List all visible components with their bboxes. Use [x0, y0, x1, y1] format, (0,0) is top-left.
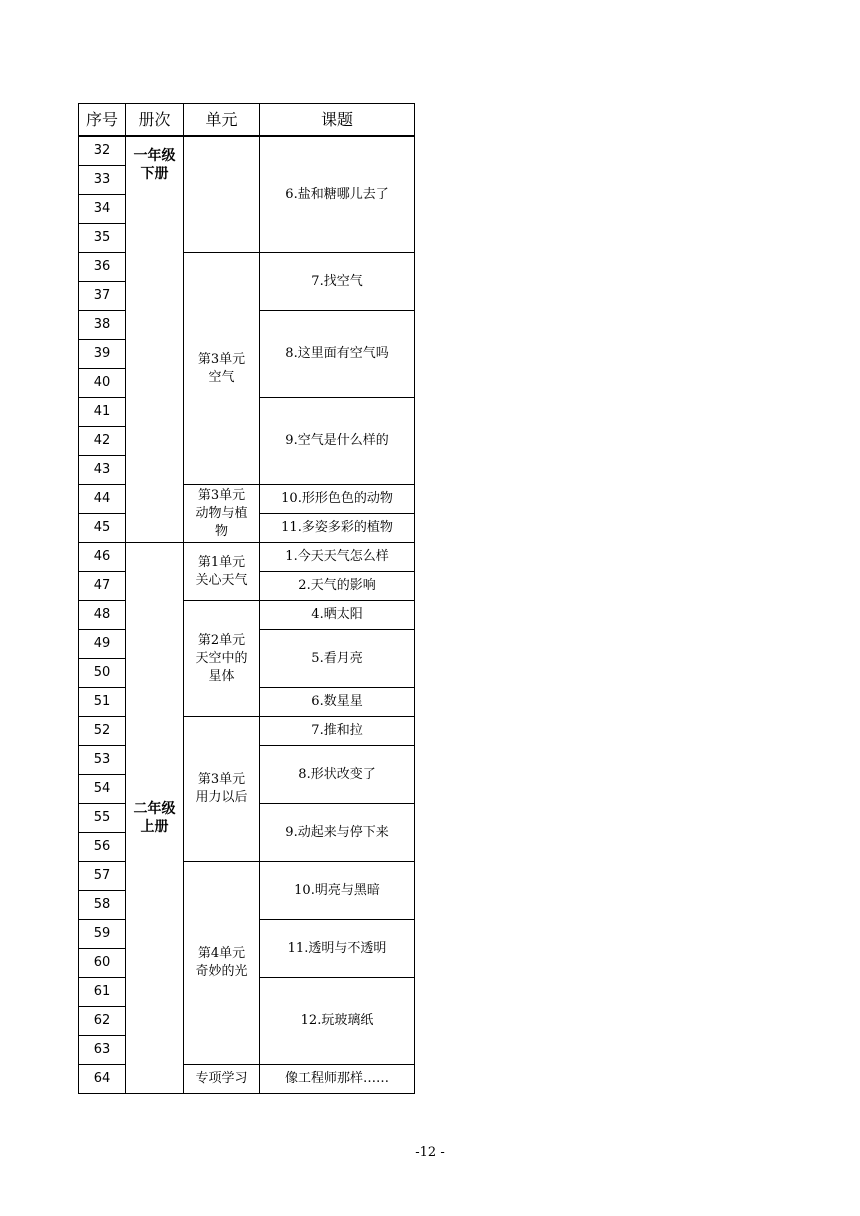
unit-cell: 第3单元 空气 — [184, 253, 260, 485]
lesson-cell: 11.透明与不透明 — [260, 920, 415, 978]
volume-label: 一年级 下册 — [133, 148, 176, 182]
header-lesson: 课题 — [260, 104, 415, 137]
volume-cell — [126, 136, 184, 543]
unit-cell: 第4单元 奇妙的光 — [184, 862, 260, 1065]
row-number: 56 — [79, 833, 126, 862]
row-number: 33 — [79, 166, 126, 195]
lesson-cell: 8.形状改变了 — [260, 746, 415, 804]
row-number: 46 — [79, 543, 126, 572]
row-number: 49 — [79, 630, 126, 659]
curriculum-table — [78, 103, 415, 1094]
lesson-cell: 像工程师那样…… — [260, 1065, 415, 1094]
lesson-cell: 12.玩玻璃纸 — [260, 978, 415, 1065]
lesson-cell: 9.动起来与停下来 — [260, 804, 415, 862]
row-number: 57 — [79, 862, 126, 891]
unit-cell-empty — [184, 136, 260, 253]
row-number: 41 — [79, 398, 126, 427]
row-number: 35 — [79, 224, 126, 253]
row-number: 53 — [79, 746, 126, 775]
lesson-cell: 7.推和拉 — [260, 717, 415, 746]
row-number: 42 — [79, 427, 126, 456]
unit-cell: 专项学习 — [184, 1065, 260, 1094]
lesson-cell: 6.盐和糖哪儿去了 — [260, 136, 415, 253]
row-number: 55 — [79, 804, 126, 833]
row-number: 64 — [79, 1065, 126, 1094]
row-number: 54 — [79, 775, 126, 804]
page-number: -12 - — [415, 1145, 445, 1160]
lesson-cell: 5.看月亮 — [260, 630, 415, 688]
row-number: 44 — [79, 485, 126, 514]
unit-cell: 第2单元 天空中的 星体 — [184, 601, 260, 717]
header-volume: 册次 — [126, 104, 184, 137]
row-number: 51 — [79, 688, 126, 717]
lesson-cell: 4.晒太阳 — [260, 601, 415, 630]
row-number: 38 — [79, 311, 126, 340]
table-row — [79, 543, 415, 572]
lesson-cell: 10.形形色色的动物 — [260, 485, 415, 514]
row-number: 59 — [79, 920, 126, 949]
row-number: 34 — [79, 195, 126, 224]
row-number: 37 — [79, 282, 126, 311]
header-unit: 单元 — [184, 104, 260, 137]
lesson-cell: 9.空气是什么样的 — [260, 398, 415, 485]
lesson-cell: 6.数星星 — [260, 688, 415, 717]
unit-cell: 第3单元 用力以后 — [184, 717, 260, 862]
row-number: 48 — [79, 601, 126, 630]
lesson-cell: 11.多姿多彩的植物 — [260, 514, 415, 543]
row-number: 43 — [79, 456, 126, 485]
header-row — [79, 104, 415, 137]
row-number: 58 — [79, 891, 126, 920]
lesson-cell: 7.找空气 — [260, 253, 415, 311]
row-number: 36 — [79, 253, 126, 282]
row-number: 62 — [79, 1007, 126, 1036]
lesson-cell: 8.这里面有空气吗 — [260, 311, 415, 398]
row-number: 52 — [79, 717, 126, 746]
row-number: 60 — [79, 949, 126, 978]
header-index: 序号 — [79, 104, 126, 137]
lesson-cell: 1.今天天气怎么样 — [260, 543, 415, 572]
row-number: 39 — [79, 340, 126, 369]
unit-cell: 第1单元 关心天气 — [184, 543, 260, 601]
volume-cell: 二年级 上册 — [126, 543, 184, 1094]
lesson-cell: 10.明亮与黑暗 — [260, 862, 415, 920]
row-number: 63 — [79, 1036, 126, 1065]
row-number: 40 — [79, 369, 126, 398]
table-row — [79, 136, 415, 166]
row-number: 32 — [79, 136, 126, 166]
lesson-cell: 2.天气的影响 — [260, 572, 415, 601]
row-number: 45 — [79, 514, 126, 543]
row-number: 47 — [79, 572, 126, 601]
row-number: 61 — [79, 978, 126, 1007]
unit-cell: 第3单元 动物与植 物 — [184, 485, 260, 543]
row-number: 50 — [79, 659, 126, 688]
